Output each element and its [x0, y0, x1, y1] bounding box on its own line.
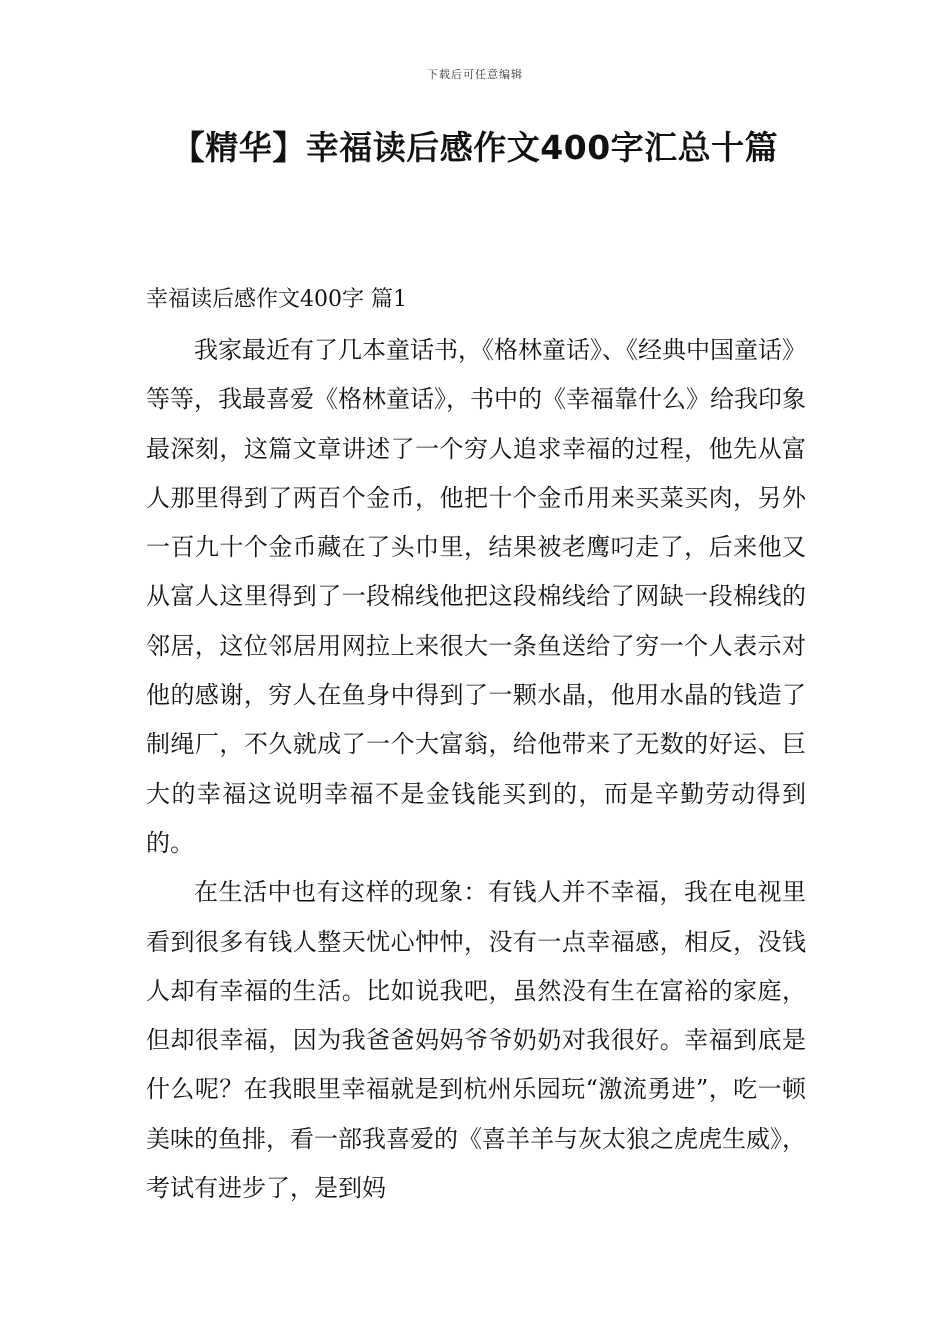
section-heading: 幸福读后感作文400字 篇1 [146, 287, 407, 312]
paragraph: 在生活中也有这样的现象：有钱人并不幸福，我在电视里看到很多有钱人整天忧心忡忡，没有一点幸福感，相反，没钱人却有幸福的生活。比如说我吧，虽然没有生在富裕的家庭，但却很幸福，因为我爸爸妈妈爷爷奶奶对我很好。幸福到底是什么呢？在我眼里幸福就是到杭州乐园玩“激流勇进”，吃一顿美味的鱼排，看一部我喜爱的《喜羊羊与灰太狼之虎虎生威》，考试有进步了，是到妈 [146, 878, 806, 1203]
paragraph: 我家最近有了几本童话书，《格林童话》、《经典中国童话》等等，我最喜爱《格林童话》，书中的《幸福靠什么》给我印象最深刻，这篇文章讲述了一个穷人追求幸福的过程，他先从富人那里得到了两百个金币，他把十个金币用来买菜买肉，另外一百九十个金币藏在了头巾里，结果被老鹰叼走了，后来他又从富人这里得到了一段棉线他把这段棉线给了网缺一段棉线的邻居，这位邻居用网拉上来很大一条鱼送给了穷一个人表示对他的感谢，穷人在鱼身中得到了一颗水晶，他用水晶的钱造了制绳厂，不久就成了一个大富翁，给他带来了无数的好运、巨大的幸福这说明幸福不是金钱能买到的，而是辛勤劳动得到的。 [146, 336, 806, 857]
document-body [146, 326, 806, 1213]
page-header-note: 下载后可任意编辑 [427, 68, 523, 81]
document-title: 【精华】幸福读后感作文400字汇总十篇 [171, 128, 779, 167]
